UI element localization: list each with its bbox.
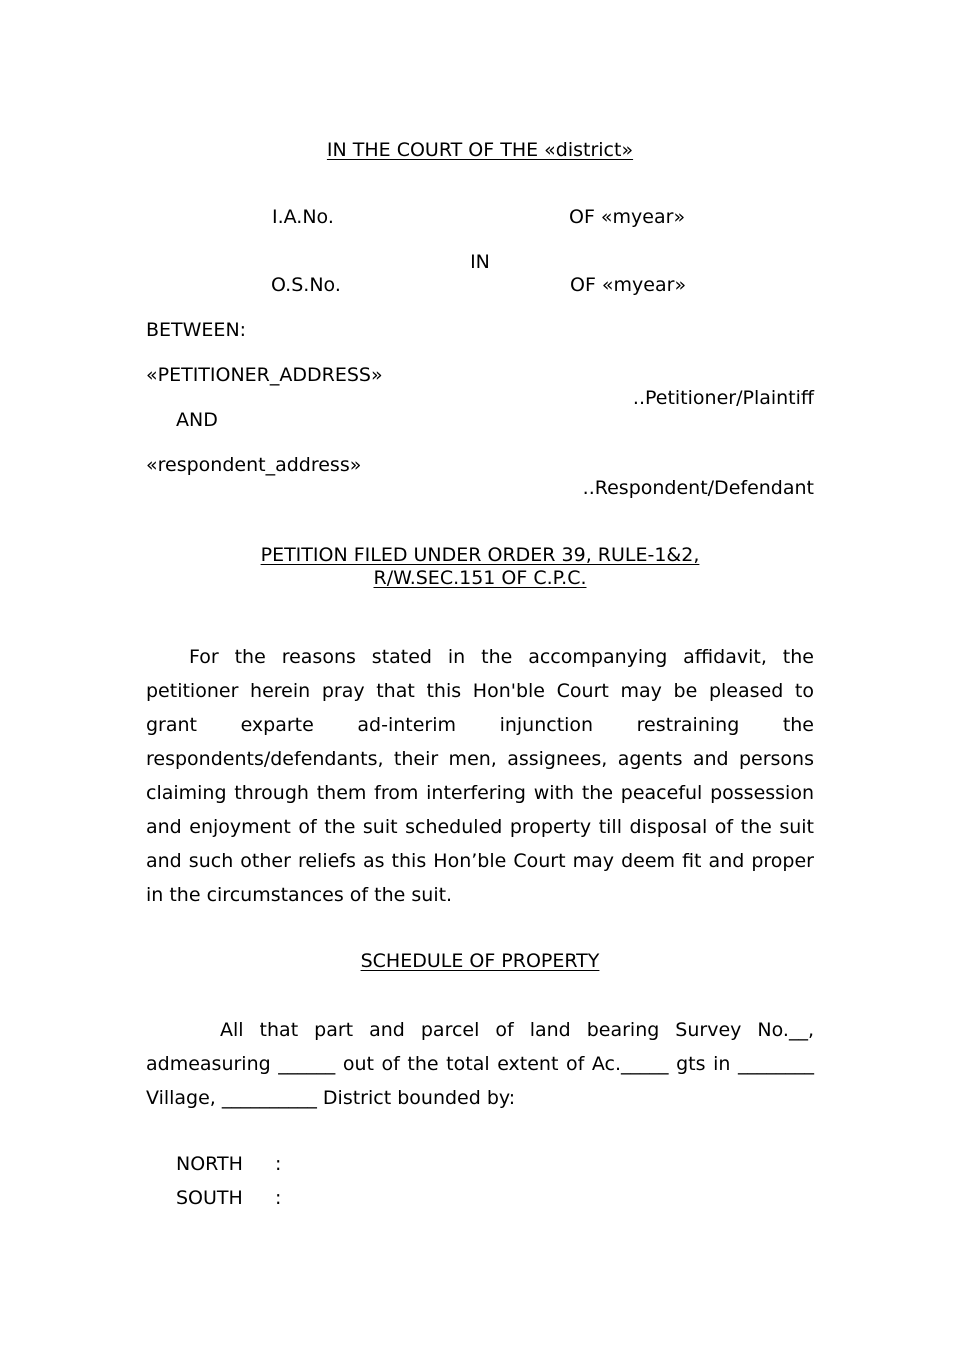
south-boundary-separator: : [275, 1187, 282, 1209]
petitioner-role: ..Petitioner/Plaintiff [632, 387, 814, 409]
south-boundary-label: SOUTH [176, 1187, 243, 1209]
court-title: IN THE COURT OF THE «district» [326, 139, 634, 161]
petition-heading-line2: R/W.SEC.151 OF C.P.C. [373, 567, 587, 589]
between-label: BETWEEN: [146, 319, 247, 341]
os-year: OF «myear» [570, 274, 687, 296]
os-number-label: O.S.No. [271, 274, 341, 296]
and-label: AND [176, 409, 218, 431]
petition-body: For the reasons stated in the accompanying affidavit, the petitioner herein pray that this Hon'ble Court may be pleased to grant exparte ad-interim injunction restraining the respondents/defendants, their men, assignees, agents and persons claiming through them from interfering with the peaceful possession and enjoyment of the suit scheduled property till disposal of the suit and such other reliefs as this Hon’ble Court may deem fit and proper in the circumstances of the suit. [146, 646, 814, 906]
schedule-heading: SCHEDULE OF PROPERTY [360, 950, 600, 972]
in-label: IN [470, 251, 490, 273]
respondent-role: ..Respondent/Defendant [582, 477, 814, 499]
petition-heading-line1: PETITION FILED UNDER ORDER 39, RULE-1&2, [260, 544, 700, 566]
north-boundary-label: NORTH [176, 1153, 243, 1175]
petitioner-address: «PETITIONER_ADDRESS» [146, 364, 383, 386]
ia-year: OF «myear» [569, 206, 686, 228]
respondent-address: «respondent_address» [146, 454, 362, 476]
schedule-body: All that part and parcel of land bearing Survey No.__, admeasuring ______ out of the total extent of Ac._____ gts in ________ Village, __________ District bounded by: [146, 1019, 814, 1109]
ia-number-label: I.A.No. [272, 206, 334, 228]
north-boundary-separator: : [275, 1153, 282, 1175]
